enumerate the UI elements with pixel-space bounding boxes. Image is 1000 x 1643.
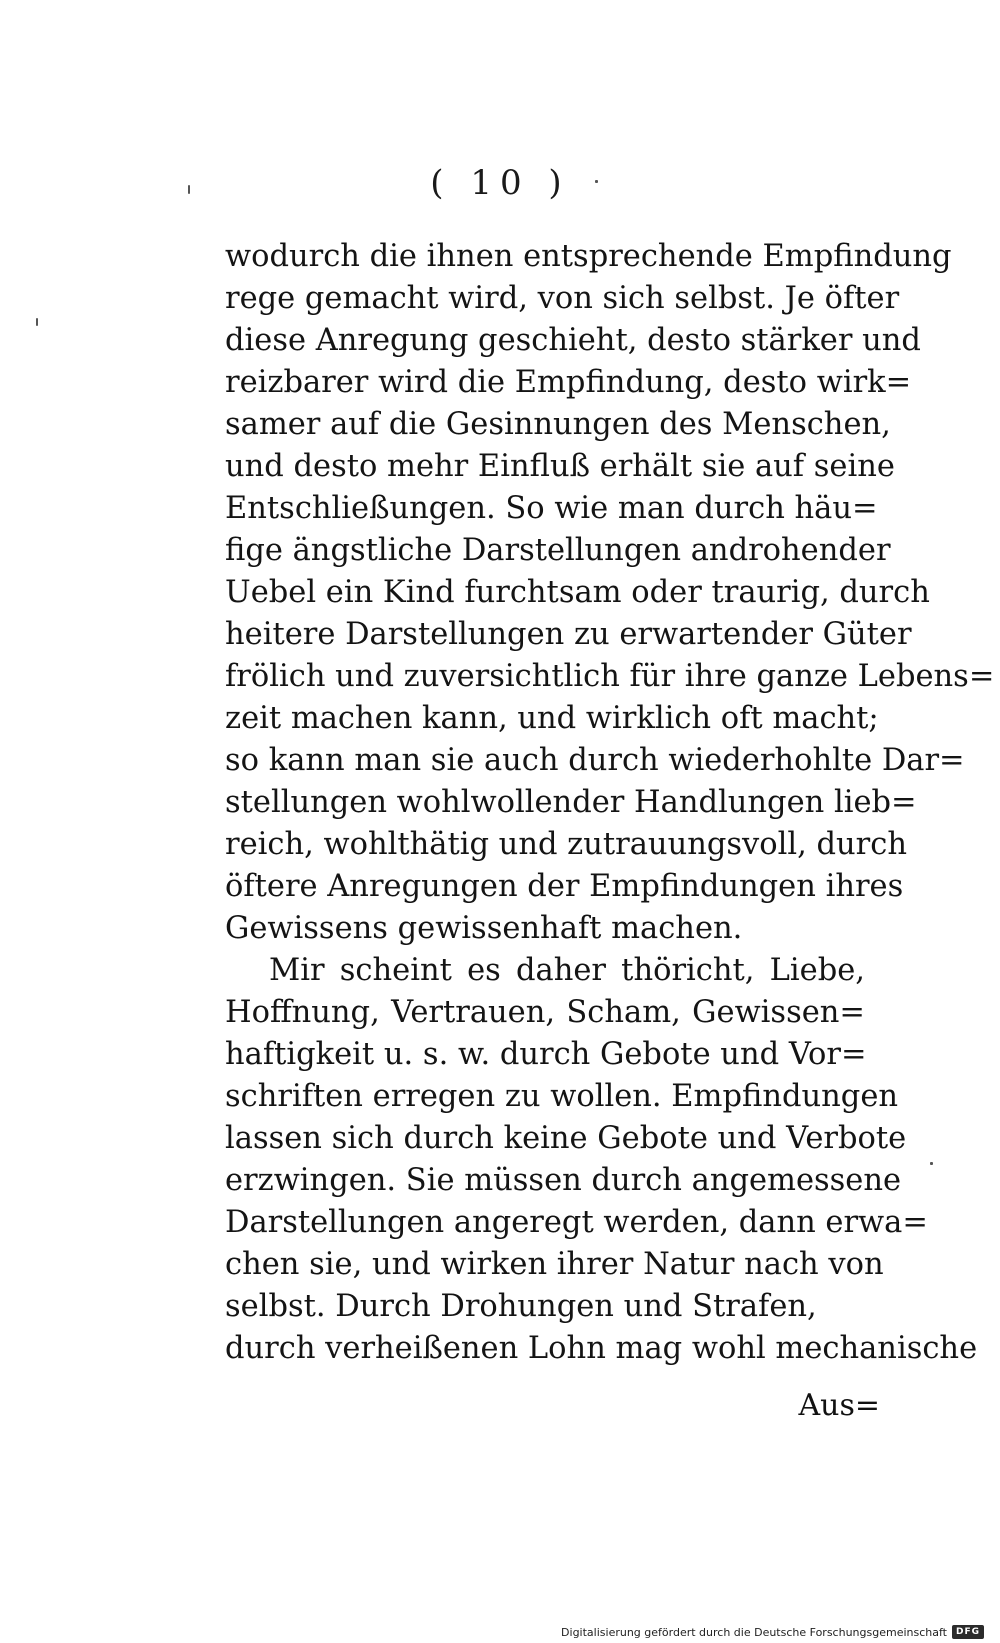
text-line: so kann man sie auch durch wiederhohlte Dar= (225, 743, 965, 778)
text-line: schriften erregen zu wollen. Empfindungen (225, 1079, 899, 1114)
text-line: öftere Anregungen der Empfindungen ihres (225, 869, 904, 904)
dfg-logo: DFG (952, 1625, 984, 1639)
text-line: Darstellungen angeregt werden, dann erwa= (225, 1205, 928, 1240)
text-line: chen sie, und wirken ihrer Natur nach von (225, 1247, 884, 1282)
text-line: rege gemacht wird, von sich selbst. Je öfter (225, 281, 900, 316)
text-line: selbst. Durch Drohungen und Strafen, (225, 1289, 817, 1324)
print-speck (36, 318, 38, 326)
text-line: Hoffnung, Vertrauen, Scham, Gewissen= (225, 995, 865, 1030)
text-line: und desto mehr Einfluß erhält sie auf seine (225, 449, 895, 484)
text-line: Entschließungen. So wie man durch häu= (225, 491, 878, 526)
text-line: lassen sich durch keine Gebote und Verbote (225, 1121, 907, 1156)
text-line: fige ängstliche Darstellungen androhender (225, 533, 891, 568)
text-line: Uebel ein Kind furchtsam oder traurig, durch (225, 575, 930, 610)
text-line: Gewissens gewissenhaft machen. (225, 911, 743, 946)
footer-credit: Digitalisierung gefördert durch die Deutsche Forschungsgemeinschaft (561, 1625, 947, 1639)
text-line: erzwingen. Sie müssen durch angemessene (225, 1163, 902, 1198)
page-number: ( 10 ) (430, 163, 570, 203)
text-line: diese Anregung geschieht, desto stärker und (225, 323, 921, 358)
print-speck (930, 1162, 933, 1165)
text-line: heitere Darstellungen zu erwartender Güter (225, 617, 912, 652)
text-line: durch verheißenen Lohn mag wohl mechanische (225, 1331, 978, 1366)
print-speck (595, 180, 598, 183)
text-line: stellungen wohlwollender Handlungen lieb= (225, 785, 917, 820)
catchword: Aus= (798, 1388, 880, 1423)
text-line: zeit machen kann, und wirklich oft macht; (225, 701, 879, 736)
text-line: reizbarer wird die Empfindung, desto wirk= (225, 365, 912, 400)
text-line: haftigkeit u. s. w. durch Gebote und Vor= (225, 1037, 867, 1072)
text-line: frölich und zuversichtlich für ihre ganze Lebens= (225, 659, 995, 694)
text-line: wodurch die ihnen entsprechende Empfindung (225, 239, 952, 274)
text-line: samer auf die Gesinnungen des Menschen, (225, 407, 891, 442)
print-speck (188, 185, 190, 194)
text-line: reich, wohlthätig und zutrauungsvoll, durch (225, 827, 907, 862)
digitization-footer (561, 1625, 984, 1639)
text-line: Mir scheint es daher thöricht, Liebe, (269, 953, 865, 988)
